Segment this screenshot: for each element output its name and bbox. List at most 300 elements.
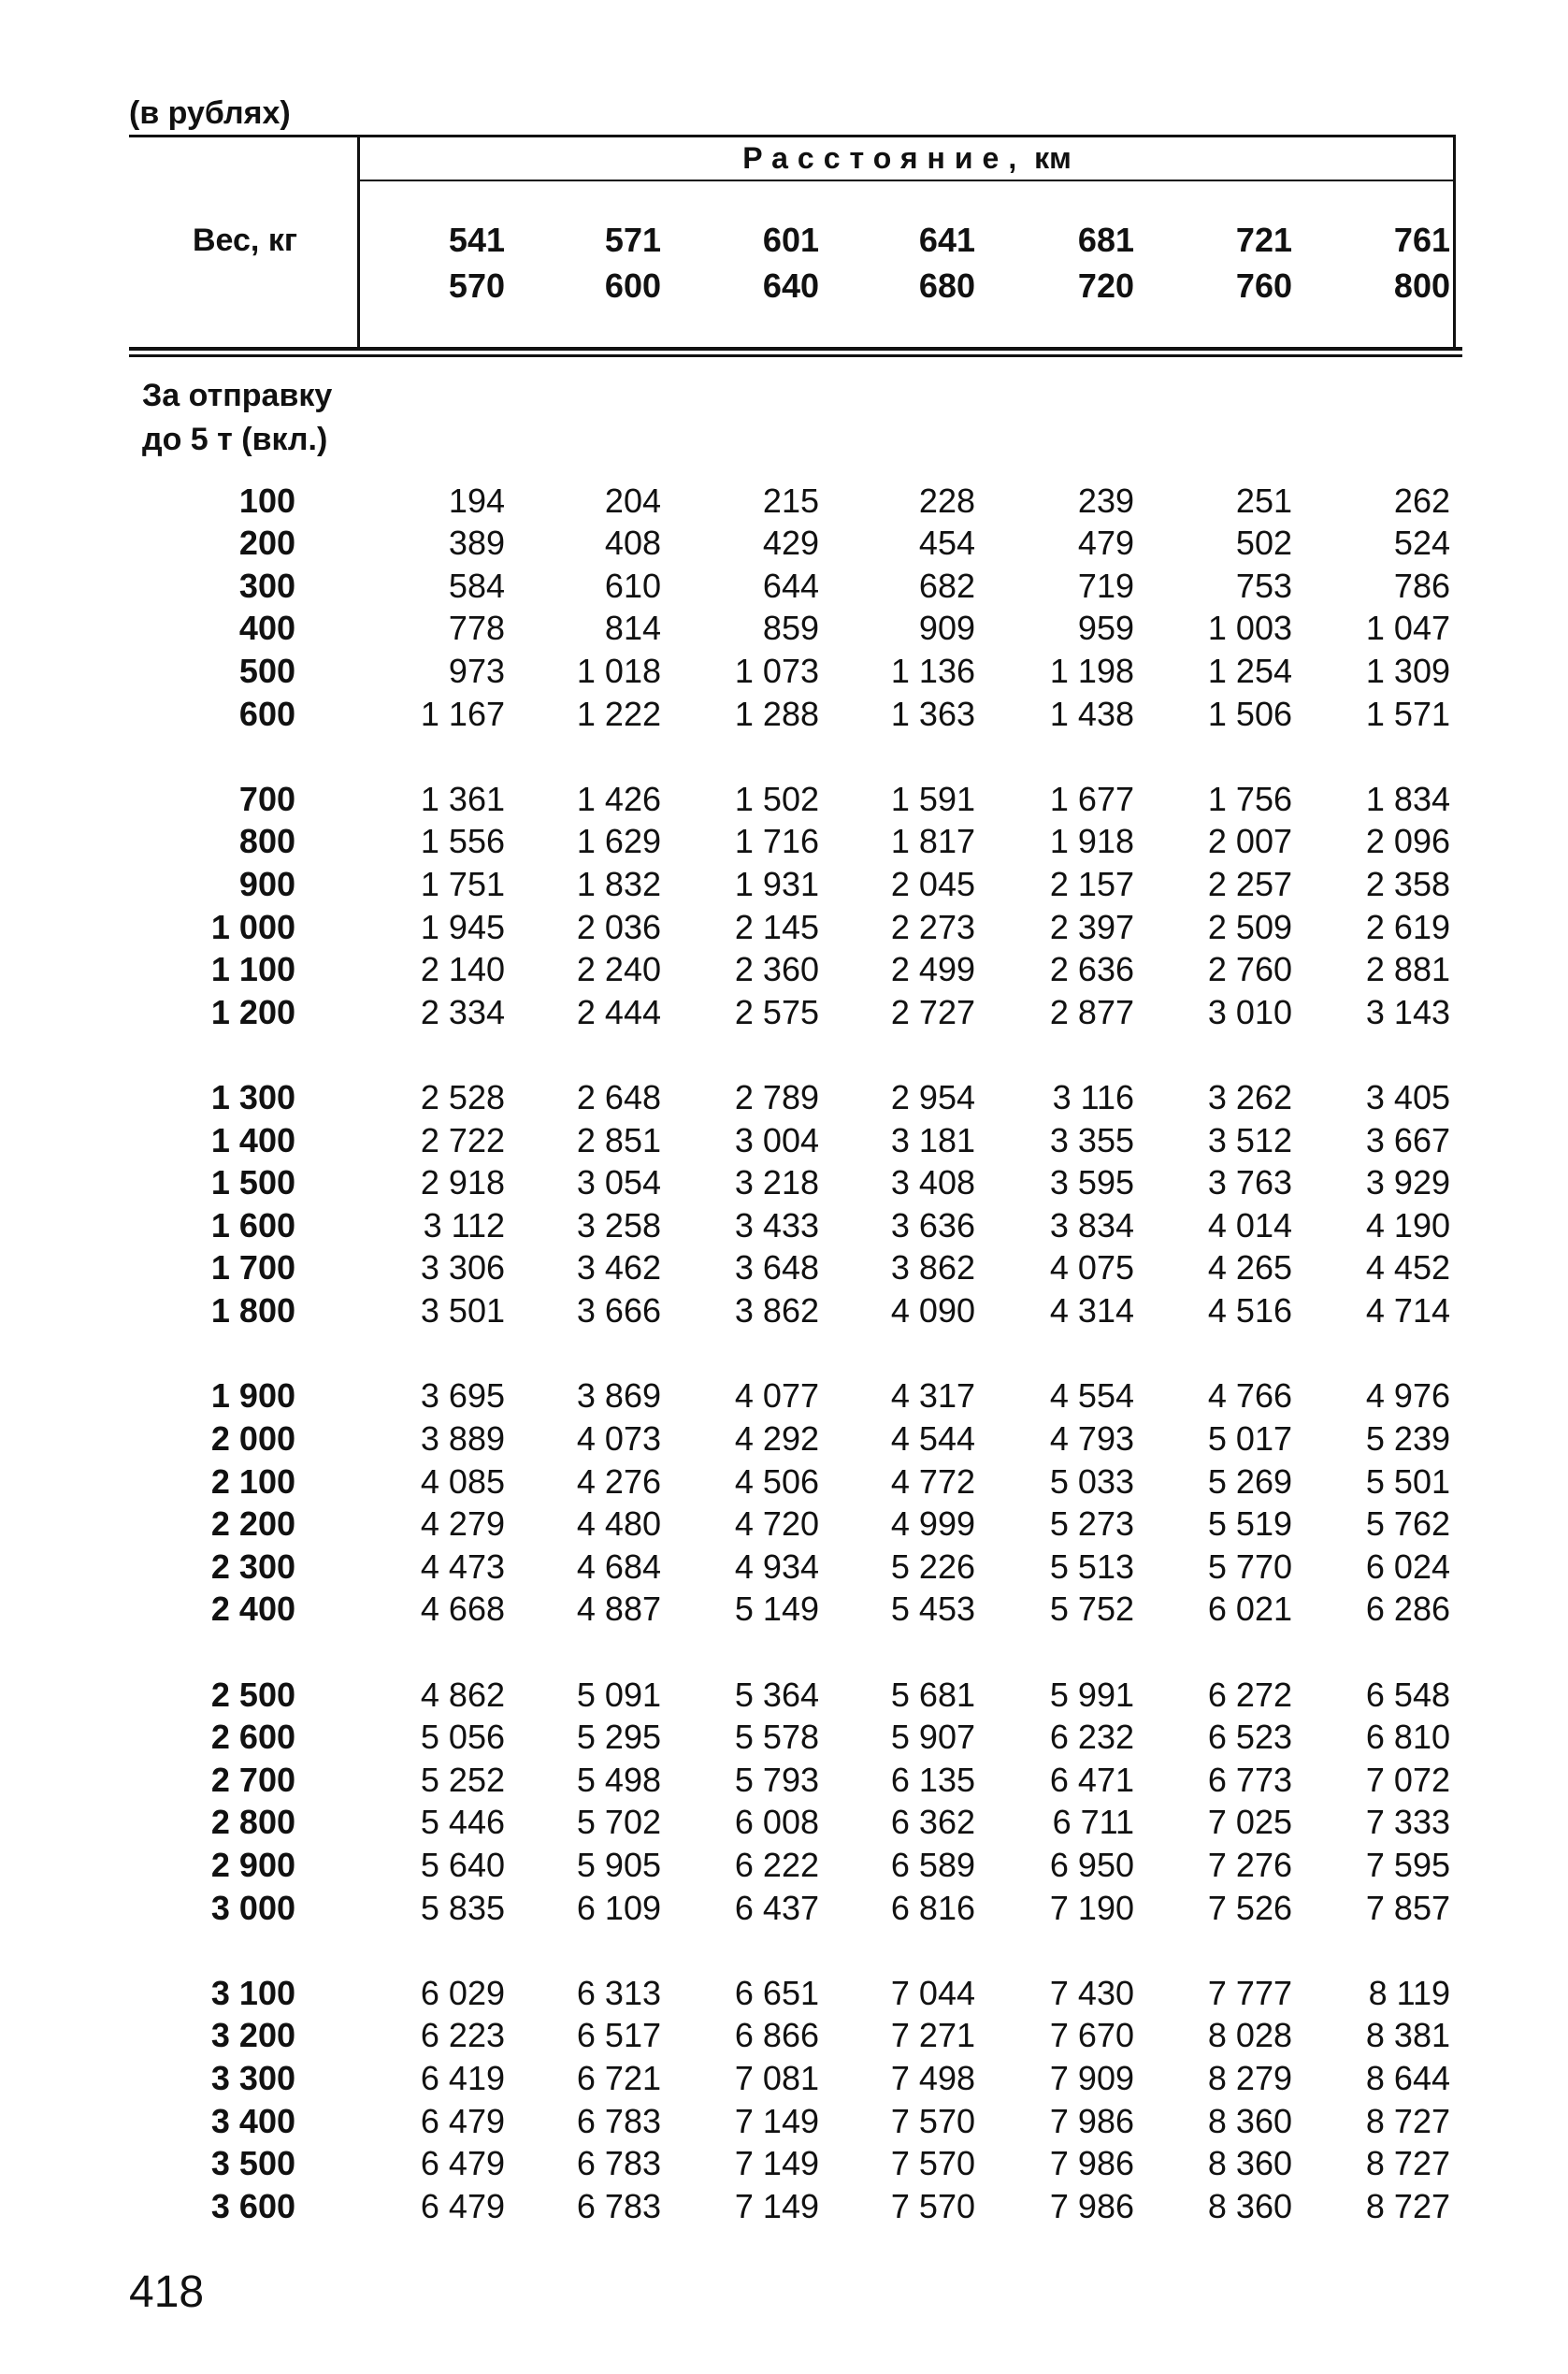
price-cell: 7 044 (890, 1973, 975, 2012)
price-cell: 8 360 (1207, 2186, 1292, 2225)
price-cell: 959 (1077, 609, 1134, 648)
weight-cell: 800 (238, 822, 295, 861)
price-cell: 6 866 (734, 2016, 819, 2055)
price-cell: 2 722 (420, 1120, 505, 1159)
range-from-label: 541 (448, 221, 505, 259)
table-row (0, 480, 1568, 523)
price-cell: 5 226 (890, 1547, 975, 1586)
price-cell: 5 907 (890, 1718, 975, 1757)
price-cell: 2 575 (734, 992, 819, 1031)
price-cell: 1 832 (576, 864, 661, 903)
price-cell: 5 033 (1049, 1461, 1134, 1501)
price-cell: 5 762 (1365, 1504, 1450, 1544)
price-cell: 2 334 (420, 992, 505, 1031)
range-to-label: 720 (1077, 266, 1134, 305)
price-cell: 6 711 (1052, 1803, 1134, 1842)
price-cell: 1 918 (1049, 822, 1134, 861)
price-cell: 7 498 (890, 2059, 975, 2098)
price-cell: 3 143 (1365, 992, 1450, 1031)
price-cell: 7 670 (1049, 2016, 1134, 2055)
price-cell: 2 007 (1207, 822, 1292, 861)
weight-cell: 2 700 (210, 1760, 295, 1799)
price-cell: 2 157 (1049, 864, 1134, 903)
weight-cell: 3 500 (210, 2144, 295, 2183)
price-cell: 7 333 (1365, 1803, 1450, 1842)
price-cell: 5 017 (1207, 1418, 1292, 1458)
price-cell: 4 554 (1049, 1376, 1134, 1416)
price-cell: 4 544 (890, 1418, 975, 1458)
price-cell: 4 887 (576, 1590, 661, 1629)
price-cell: 584 (448, 566, 505, 605)
price-cell: 5 702 (576, 1803, 661, 1842)
price-cell: 6 548 (1365, 1675, 1450, 1714)
price-cell: 8 644 (1365, 2059, 1450, 2098)
price-cell: 6 783 (576, 2186, 661, 2225)
price-cell: 753 (1235, 566, 1292, 605)
price-cell: 7 276 (1207, 1846, 1292, 1885)
table-row (0, 1716, 1568, 1759)
price-cell: 7 271 (890, 2016, 975, 2055)
price-cell: 2 918 (420, 1163, 505, 1202)
price-cell: 7 595 (1365, 1846, 1450, 1885)
price-cell: 1 003 (1207, 609, 1292, 648)
price-cell: 2 760 (1207, 950, 1292, 989)
range-to-label: 760 (1235, 266, 1292, 305)
weight-cell: 1 900 (210, 1376, 295, 1416)
price-cell: 5 091 (576, 1675, 661, 1714)
distance-word: Расстояние, (742, 141, 1027, 175)
price-cell: 3 763 (1207, 1163, 1292, 1202)
price-cell: 4 276 (576, 1461, 661, 1501)
price-cell: 7 149 (734, 2144, 819, 2183)
price-cell: 1 751 (420, 864, 505, 903)
price-cell: 610 (604, 566, 661, 605)
price-cell: 8 279 (1207, 2059, 1292, 2098)
price-cell: 4 934 (734, 1547, 819, 1586)
price-cell: 7 777 (1207, 1973, 1292, 2012)
table-row (0, 1972, 1568, 2015)
price-cell: 6 589 (890, 1846, 975, 1885)
unit-note: (в рублях) (129, 95, 291, 131)
table-row (0, 1503, 1568, 1546)
range-to-label: 640 (762, 266, 819, 305)
weight-cell: 3 300 (210, 2059, 295, 2098)
range-from-label: 721 (1235, 221, 1292, 259)
price-cell: 7 986 (1049, 2186, 1134, 2225)
price-cell: 6 286 (1365, 1590, 1450, 1629)
price-cell: 2 358 (1365, 864, 1450, 903)
price-cell: 5 446 (420, 1803, 505, 1842)
price-cell: 194 (448, 481, 505, 520)
price-cell: 5 295 (576, 1718, 661, 1757)
price-cell: 5 252 (420, 1760, 505, 1799)
price-cell: 719 (1077, 566, 1134, 605)
price-cell: 7 025 (1207, 1803, 1292, 1842)
price-cell: 3 258 (576, 1205, 661, 1245)
price-cell: 3 112 (423, 1205, 505, 1245)
weight-cell: 3 400 (210, 2101, 295, 2140)
table-row (0, 1417, 1568, 1460)
range-to-label: 570 (448, 266, 505, 305)
price-cell: 5 752 (1049, 1590, 1134, 1629)
price-cell: 4 714 (1365, 1291, 1450, 1331)
price-cell: 7 857 (1365, 1888, 1450, 1927)
price-cell: 3 405 (1365, 1078, 1450, 1117)
price-cell: 4 506 (734, 1461, 819, 1501)
price-cell: 1 222 (576, 694, 661, 733)
price-cell: 6 222 (734, 1846, 819, 1885)
weight-cell: 2 200 (210, 1504, 295, 1544)
weight-cell: 2 000 (210, 1418, 295, 1458)
price-cell: 4 314 (1049, 1291, 1134, 1331)
price-cell: 2 851 (576, 1120, 661, 1159)
weight-cell: 3 600 (210, 2186, 295, 2225)
price-cell: 7 526 (1207, 1888, 1292, 1927)
price-cell: 3 501 (420, 1291, 505, 1331)
weight-cell: 3 000 (210, 1888, 295, 1927)
price-cell: 3 667 (1365, 1120, 1450, 1159)
weight-cell: 1 000 (210, 907, 295, 946)
weight-cell: 1 300 (210, 1078, 295, 1117)
price-cell: 1 288 (734, 694, 819, 733)
price-cell: 4 085 (420, 1461, 505, 1501)
weight-cell: 1 400 (210, 1120, 295, 1159)
table-row (0, 650, 1568, 693)
price-cell: 5 640 (420, 1846, 505, 1885)
price-cell: 909 (918, 609, 975, 648)
price-cell: 7 570 (890, 2186, 975, 2225)
page-number: 418 (129, 2267, 205, 2317)
price-cell: 6 810 (1365, 1718, 1450, 1757)
price-cell: 8 119 (1368, 1973, 1450, 2012)
price-cell: 3 218 (734, 1163, 819, 1202)
price-cell: 5 793 (734, 1760, 819, 1799)
distance-underline (357, 180, 1456, 181)
price-cell: 2 360 (734, 950, 819, 989)
price-cell: 5 578 (734, 1718, 819, 1757)
price-cell: 6 479 (420, 2186, 505, 2225)
price-cell: 3 834 (1049, 1205, 1134, 1245)
weight-cell: 200 (238, 524, 295, 563)
price-cell: 3 869 (576, 1376, 661, 1416)
price-cell: 1 363 (890, 694, 975, 733)
price-cell: 4 720 (734, 1504, 819, 1544)
price-cell: 7 986 (1049, 2101, 1134, 2140)
price-cell: 429 (762, 524, 819, 563)
price-cell: 1 817 (890, 822, 975, 861)
price-cell: 5 501 (1365, 1461, 1450, 1501)
price-cell: 2 954 (890, 1078, 975, 1117)
price-cell: 1 018 (576, 651, 661, 690)
price-cell: 4 772 (890, 1461, 975, 1501)
price-cell: 6 721 (576, 2059, 661, 2098)
price-cell: 2 240 (576, 950, 661, 989)
weight-cell: 2 400 (210, 1590, 295, 1629)
price-cell: 8 727 (1365, 2186, 1450, 2225)
price-cell: 1 931 (734, 864, 819, 903)
price-cell: 6 517 (576, 2016, 661, 2055)
price-cell: 3 116 (1052, 1078, 1134, 1117)
range-to-label: 800 (1393, 266, 1450, 305)
price-cell: 2 636 (1049, 950, 1134, 989)
table-row (0, 948, 1568, 991)
price-cell: 239 (1077, 481, 1134, 520)
price-cell: 1 309 (1365, 651, 1450, 690)
table-row (0, 1801, 1568, 1844)
price-cell: 4 480 (576, 1504, 661, 1544)
table-row (0, 1374, 1568, 1417)
weight-column-header: Вес, кг (193, 223, 297, 258)
price-cell: 204 (604, 481, 661, 520)
price-cell: 2 727 (890, 992, 975, 1031)
price-cell: 5 269 (1207, 1461, 1292, 1501)
weight-cell: 3 100 (210, 1973, 295, 2012)
price-cell: 4 279 (420, 1504, 505, 1544)
price-cell: 2 273 (890, 907, 975, 946)
price-cell: 1 834 (1365, 779, 1450, 818)
price-cell: 4 684 (576, 1547, 661, 1586)
weight-cell: 600 (238, 694, 295, 733)
range-from-label: 641 (918, 221, 975, 259)
price-cell: 4 766 (1207, 1376, 1292, 1416)
price-cell: 2 257 (1207, 864, 1292, 903)
range-from-label: 571 (604, 221, 661, 259)
price-cell: 2 877 (1049, 992, 1134, 1031)
price-cell: 228 (918, 481, 975, 520)
weight-cell: 3 200 (210, 2016, 295, 2055)
price-cell: 1 438 (1049, 694, 1134, 733)
table-row (0, 1204, 1568, 1247)
price-cell: 4 976 (1365, 1376, 1450, 1416)
price-cell: 2 648 (576, 1078, 661, 1117)
price-cell: 6 479 (420, 2101, 505, 2140)
price-cell: 5 770 (1207, 1547, 1292, 1586)
table-row (0, 2142, 1568, 2185)
price-cell: 2 096 (1365, 822, 1450, 861)
price-cell: 644 (762, 566, 819, 605)
price-cell: 8 381 (1365, 2016, 1450, 2055)
price-cell: 7 149 (734, 2186, 819, 2225)
price-cell: 3 862 (890, 1248, 975, 1288)
weight-cell: 1 600 (210, 1205, 295, 1245)
price-cell: 1 361 (420, 779, 505, 818)
price-cell: 3 512 (1207, 1120, 1292, 1159)
price-cell: 454 (918, 524, 975, 563)
price-cell: 5 681 (890, 1675, 975, 1714)
price-cell: 5 905 (576, 1846, 661, 1885)
price-cell: 682 (918, 566, 975, 605)
price-cell: 4 668 (420, 1590, 505, 1629)
table-row (0, 2100, 1568, 2143)
price-cell: 6 816 (890, 1888, 975, 1927)
weight-cell: 100 (238, 481, 295, 520)
price-cell: 2 881 (1365, 950, 1450, 989)
header-double-rule-top (129, 347, 1462, 351)
price-cell: 2 140 (420, 950, 505, 989)
price-cell: 1 677 (1049, 779, 1134, 818)
price-cell: 2 619 (1365, 907, 1450, 946)
table-row (0, 1674, 1568, 1717)
price-cell: 2 045 (890, 864, 975, 903)
price-cell: 1 047 (1365, 609, 1450, 648)
price-cell: 5 239 (1365, 1418, 1450, 1458)
price-cell: 4 265 (1207, 1248, 1292, 1288)
price-cell: 3 262 (1207, 1078, 1292, 1117)
table-row (0, 607, 1568, 650)
price-cell: 3 355 (1049, 1120, 1134, 1159)
price-cell: 6 021 (1207, 1590, 1292, 1629)
price-cell: 7 909 (1049, 2059, 1134, 2098)
price-cell: 7 986 (1049, 2144, 1134, 2183)
distance-title (358, 137, 1456, 180)
price-cell: 4 317 (890, 1376, 975, 1416)
price-cell: 5 149 (734, 1590, 819, 1629)
table-row (0, 1588, 1568, 1631)
price-cell: 6 419 (420, 2059, 505, 2098)
price-cell: 8 028 (1207, 2016, 1292, 2055)
weight-cell: 1 100 (210, 950, 295, 989)
range-to-label: 600 (604, 266, 661, 305)
price-cell: 215 (762, 481, 819, 520)
price-cell: 4 862 (420, 1675, 505, 1714)
price-cell: 7 149 (734, 2101, 819, 2140)
price-cell: 2 499 (890, 950, 975, 989)
price-cell: 859 (762, 609, 819, 648)
price-cell: 6 783 (576, 2144, 661, 2183)
price-cell: 2 036 (576, 907, 661, 946)
price-cell: 3 433 (734, 1205, 819, 1245)
price-cell: 251 (1235, 481, 1292, 520)
price-cell: 4 077 (734, 1376, 819, 1416)
price-cell: 4 452 (1365, 1248, 1450, 1288)
price-cell: 3 010 (1207, 992, 1292, 1031)
price-cell: 502 (1235, 524, 1292, 563)
price-cell: 1 502 (734, 779, 819, 818)
price-cell: 6 783 (576, 2101, 661, 2140)
table-row (0, 1844, 1568, 1887)
weight-cell: 2 300 (210, 1547, 295, 1586)
price-cell: 3 636 (890, 1205, 975, 1245)
price-cell: 973 (448, 651, 505, 690)
table-row (0, 820, 1568, 863)
price-cell: 7 072 (1365, 1760, 1450, 1799)
price-cell: 6 029 (420, 1973, 505, 2012)
price-cell: 5 364 (734, 1675, 819, 1714)
price-cell: 778 (448, 609, 505, 648)
price-cell: 7 190 (1049, 1888, 1134, 1927)
price-cell: 786 (1393, 566, 1450, 605)
price-cell: 2 145 (734, 907, 819, 946)
price-cell: 3 862 (734, 1291, 819, 1331)
price-cell: 3 054 (576, 1163, 661, 1202)
price-cell: 5 273 (1049, 1504, 1134, 1544)
range-from-label: 601 (762, 221, 819, 259)
price-cell: 5 056 (420, 1718, 505, 1757)
price-cell: 3 004 (734, 1120, 819, 1159)
price-cell: 1 716 (734, 822, 819, 861)
weight-cell: 400 (238, 609, 295, 648)
table-row (0, 693, 1568, 736)
weight-cell: 2 500 (210, 1675, 295, 1714)
price-cell: 4 075 (1049, 1248, 1134, 1288)
price-cell: 389 (448, 524, 505, 563)
range-to-label: 680 (918, 266, 975, 305)
price-cell: 3 648 (734, 1248, 819, 1288)
price-cell: 479 (1077, 524, 1134, 563)
table-row (0, 1887, 1568, 1930)
table-row (0, 1460, 1568, 1504)
price-cell: 3 889 (420, 1418, 505, 1458)
weight-cell: 1 200 (210, 992, 295, 1031)
table-row (0, 565, 1568, 608)
range-from-label: 761 (1393, 221, 1450, 259)
weight-cell: 1 500 (210, 1163, 295, 1202)
section-label-line-1: За отправку (142, 378, 333, 413)
price-cell: 1 629 (576, 822, 661, 861)
price-cell: 3 462 (576, 1248, 661, 1288)
price-cell: 6 773 (1207, 1760, 1292, 1799)
weight-cell: 500 (238, 651, 295, 690)
price-cell: 2 789 (734, 1078, 819, 1117)
table-row (0, 1161, 1568, 1204)
price-cell: 6 313 (576, 1973, 661, 2012)
table-row (0, 906, 1568, 949)
price-cell: 4 190 (1365, 1205, 1450, 1245)
price-cell: 262 (1393, 481, 1450, 520)
price-cell: 814 (604, 609, 661, 648)
table-row (0, 522, 1568, 565)
price-cell: 1 591 (890, 779, 975, 818)
price-cell: 4 292 (734, 1418, 819, 1458)
price-cell: 3 306 (420, 1248, 505, 1288)
table-row (0, 1759, 1568, 1802)
price-cell: 7 570 (890, 2101, 975, 2140)
weight-cell: 2 600 (210, 1718, 295, 1757)
price-cell: 6 437 (734, 1888, 819, 1927)
price-cell: 6 223 (420, 2016, 505, 2055)
table-row (0, 2057, 1568, 2100)
table-row (0, 778, 1568, 821)
price-cell: 8 727 (1365, 2101, 1450, 2140)
price-cell: 7 430 (1049, 1973, 1134, 2012)
weight-cell: 1 700 (210, 1248, 295, 1288)
price-cell: 4 014 (1207, 1205, 1292, 1245)
price-cell: 6 232 (1049, 1718, 1134, 1757)
price-cell: 3 666 (576, 1291, 661, 1331)
weight-cell: 2 800 (210, 1803, 295, 1842)
price-cell: 4 473 (420, 1547, 505, 1586)
price-cell: 1 945 (420, 907, 505, 946)
price-cell: 1 506 (1207, 694, 1292, 733)
price-cell: 6 950 (1049, 1846, 1134, 1885)
price-cell: 4 090 (890, 1291, 975, 1331)
weight-cell: 2 100 (210, 1461, 295, 1501)
price-cell: 2 509 (1207, 907, 1292, 946)
price-cell: 1 556 (420, 822, 505, 861)
price-cell: 5 991 (1049, 1675, 1134, 1714)
price-cell: 1 167 (420, 694, 505, 733)
price-cell: 408 (604, 524, 661, 563)
price-cell: 6 024 (1365, 1547, 1450, 1586)
price-cell: 524 (1393, 524, 1450, 563)
price-cell: 6 362 (890, 1803, 975, 1842)
table-row (0, 2185, 1568, 2228)
price-cell: 7 570 (890, 2144, 975, 2183)
weight-cell: 300 (238, 566, 295, 605)
price-cell: 5 513 (1049, 1547, 1134, 1586)
price-cell: 6 135 (890, 1760, 975, 1799)
price-cell: 3 695 (420, 1376, 505, 1416)
